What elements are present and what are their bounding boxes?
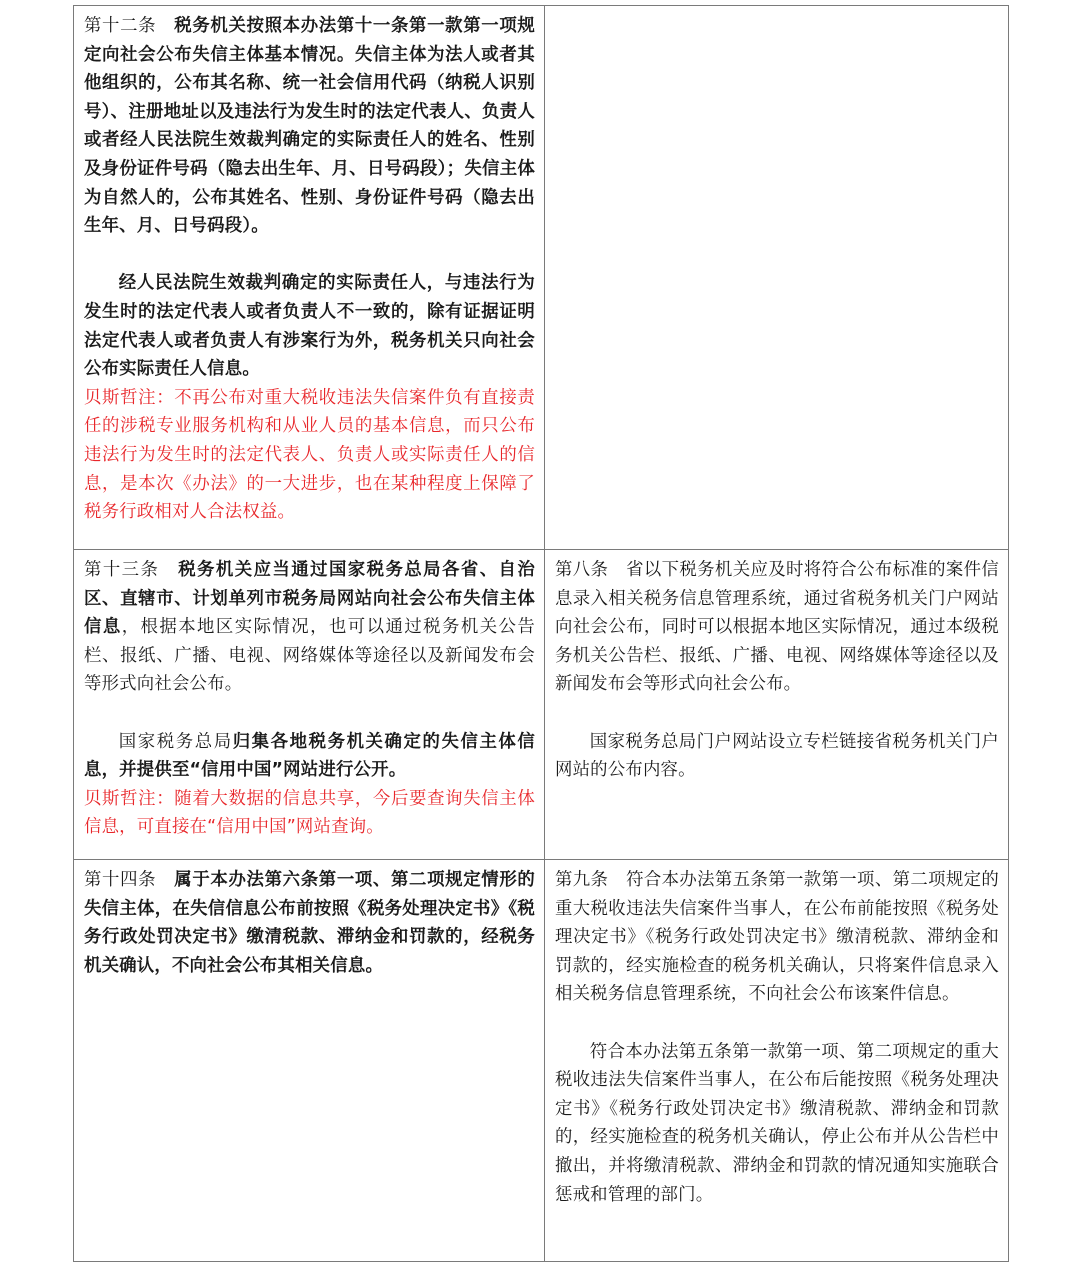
article-text: 国家税务总局: [118, 731, 233, 752]
article-number: 第十二条: [84, 16, 157, 36]
article-paragraph: [84, 12, 535, 241]
article-number: 第十四条: [84, 870, 157, 890]
article-paragraph: [84, 556, 535, 699]
article-text: 属于本办法第六条第一项、第二项规定情形的失信主体，在失信信息公布前按照《税务处理决定书》《税务行政处罚决定书》缴清税款、滞纳金和罚款的，经税务机关确认，不向社会公布其相关信息。: [84, 870, 535, 976]
article-paragraph: [84, 728, 535, 785]
comparison-table: [73, 5, 1009, 1262]
article-text: 省以下税务机关应及时将符合公布标准的案件信息录入相关税务信息管理系统，通过省税务机关门户网站向社会公布，同时可以根据本地区实际情况，通过本级税务机关公告栏、报纸、广播、电视、网络媒体等途径以及新闻发布会等形式向社会公布。: [555, 560, 1000, 695]
article-number: 第九条: [555, 870, 609, 890]
table-row: [74, 860, 1009, 1262]
article-paragraph: [555, 556, 999, 699]
article-text: ，根据本地区实际情况，也可以通过税务机关公告栏、报纸、广播、电视、网络媒体等途径以及新闻发布会等形式向社会公布。: [84, 617, 535, 695]
article-paragraph: [84, 866, 535, 980]
commentary-note: 贝斯哲注：不再公布对重大税收违法失信案件负有直接责任的涉税专业服务机构和从业人员的基本信息，而只公布违法行为发生时的法定代表人、负责人或实际责任人的信息，是本次《办法》的一大进步，也在某种程度上保障了税务行政相对人合法权益。: [84, 387, 535, 523]
article-paragraph: [555, 866, 999, 1009]
new-rule-cell: [74, 860, 545, 1262]
old-rule-cell: [545, 6, 1009, 550]
table-row: [74, 6, 1009, 550]
table-row: [74, 550, 1009, 860]
article-text-bold: 税务机关应当通过国家税务总局各省、自治区、直辖市、计划单列市税务局网站向社会公布失信主体信息: [84, 560, 535, 638]
old-rule-cell: [545, 550, 1009, 860]
article-paragraph: 国家税务总局门户网站设立专栏链接省税务机关门户网站的公布内容。: [555, 731, 999, 781]
article-text: 符合本办法第五条第一款第一项、第二项规定的重大税收违法失信案件当事人，在公布前能按照《税务处理决定书》《税务行政处罚决定书》缴清税款、滞纳金和罚款的，经实施检查的税务机关确认，只将案件信息录入相关税务信息管理系统，不向社会公布该案件信息。: [555, 870, 1000, 1005]
article-number: 第八条: [555, 560, 609, 580]
old-rule-cell: [545, 860, 1009, 1262]
commentary-note: 贝斯哲注：随着大数据的信息共享，今后要查询失信主体信息，可直接在“信用中国”网站查询。: [84, 788, 535, 838]
article-text: 税务机关按照本办法第十一条第一款第一项规定向社会公布失信主体基本情况。失信主体为法人或者其他组织的，公布其名称、统一社会信用代码（纳税人识别号）、注册地址以及违法行为发生时的法定代表人、负责人或者经人民法院生效裁判确定的实际责任人的姓名、性别及身份证件号码（隐去出生年、月、日号码段）；失信主体为自然人的，公布其姓名、性别、身份证件号码（隐去出生年、月、日号码段）。: [84, 16, 535, 237]
new-rule-cell: [74, 550, 545, 860]
article-paragraph: 经人民法院生效裁判确定的实际责任人，与违法行为发生时的法定代表人或者负责人不一致的，除有证据证明法定代表人或者负责人有涉案行为外，税务机关只向社会公布实际责任人信息。: [84, 273, 535, 380]
article-text-bold: 归集各地税务机关确定的失信主体信息，并提供至“信用中国”网站进行公开。: [84, 731, 535, 781]
new-rule-cell: [74, 6, 545, 550]
article-paragraph: 符合本办法第五条第一款第一项、第二项规定的重大税收违法失信案件当事人，在公布后能按照《税务处理决定书》《税务行政处罚决定书》缴清税款、滞纳金和罚款的，经实施检查的税务机关确认，停止公布并从公告栏中撤出，并将缴清税款、滞纳金和罚款的情况通知实施联合惩戒和管理的部门。: [555, 1041, 999, 1205]
article-number: 第十三条: [84, 560, 160, 580]
